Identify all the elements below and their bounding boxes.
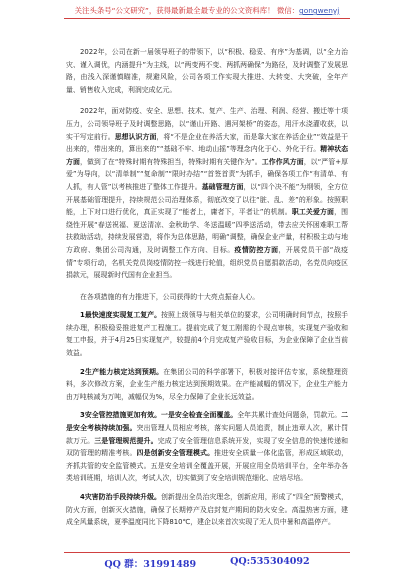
paragraph-text: ，将“不是企业在养活大家，而是靠大家在养活企业”“效益是干出来的，带出来的，算出来的”“基础不牢、地动山摇”等理念内化于心、外化于行。	[66, 132, 349, 154]
paragraph-text: 2022年，面对防疫、安全、思想、技术、复产、生产、治理、利润、经营、搬迁等十项压力，公司领导班子及时调整思路，以“谨山开路、遇河架桥”的姿态，用汗水浇灌收获，以实干写定前行。	[66, 107, 348, 141]
bold-heading: 二是安全考核持续加强。	[66, 411, 349, 433]
bold-heading: 疫情防控方面	[234, 245, 279, 254]
paragraph-text: ，做到了在“特殊时期有特殊担当，特殊时期有关键作为”。	[79, 157, 262, 166]
paragraph	[66, 105, 348, 281]
paragraph-text: 2022年，公司在新一届领导班子的带领下，以“积极、稳妥、有序”为基调，以“全力治灾、谨入调优，内涵提升”为主线，以“两变两不变、两抓两确保”为路径，及时调整了发展思路，由浅入深谨慎瞄准，规避风险，公司各项工作实现大推进、大转变、大突破，全年产量、销售收入完成，利润完成亿元。	[66, 48, 348, 94]
paragraph	[66, 291, 348, 304]
bold-heading: 三是管理规范提升。	[94, 436, 158, 445]
header-text: 关注头条号“公文研究”，获得最新最全最专业的公文资料库！	[74, 6, 275, 15]
paragraph-text: 在集团公司的科学部署下，积极对接评估专家，系统整理资料，多次修改方案，企业生产能力核定达到预期效果。在产能减幅的情况下，企业生产能力由万吨核减为万吨，减幅仅为%，尽全力保障了企业长远效益。	[66, 367, 349, 401]
paragraph-text: 全年共累计查处问题条，罚款元。	[237, 411, 342, 420]
bold-heading: 基础管理方面	[201, 182, 244, 191]
paragraph-text: 完成了安全管理信息系统开发，实现了安全信息的快速传递和双防管理的精准考核。	[66, 436, 349, 458]
paragraph-text: 在各项措施的有力推进下，公司获得的十大亮点振奋人心。	[80, 292, 260, 301]
paragraph-text: 按照上级领导与相关单位的要求，公司明确时间节点，按照手续办理，积极稳妥推进复产工程施工。提前完成了复工刚需的个现点审核，实现复产验收和复工申报，并于4月25日实现复产，较提前4个月完成复产验收目标，为企业保障了企业当前效益。	[66, 311, 349, 358]
bold-heading: 思想认识方面	[114, 132, 157, 141]
paragraph	[66, 309, 348, 359]
paragraph	[66, 46, 348, 96]
bold-heading: 3安全管控措施更加有效。	[80, 411, 162, 420]
bold-heading: 精神状态方面	[66, 145, 348, 166]
document-body	[66, 46, 348, 535]
wechat-link[interactable]: gongwenyj	[299, 6, 340, 15]
page-header	[64, 6, 350, 19]
paragraph-text: ，以“严管+厚爱”为导向，以“清单制”“复命制”“限时办结”“首签首责”为抓手，确保各项工作“有清单、有人抓，有人管”以考核推进了整体工作提升。	[66, 157, 349, 191]
bold-heading: 四是创新安全管理模式。	[136, 449, 215, 458]
paragraph-text: 创新提出全员治灾理念，创新应用，形成了“四全”预警模式，防火方面，创新灭火措施，确保了长期停产及启封复产期间的防火安全。高温热害方面，建成全风量系统，夏季温度同比下降810℃，建企以来首次实现了无人员中暑和高温停产。	[66, 493, 348, 527]
paragraph	[66, 491, 348, 529]
bold-heading: 职工关爱方面	[291, 208, 335, 217]
paragraph-text: 推进安全质量一体化监管，形成区域联动，齐抓共管的安全监管模式。五是安全培训全覆盖开展，开展应用全员培训平台，全年举办各类培训班期，培训人次，考试人次，切实做到了安全培训规范细化、应培尽培。	[66, 449, 349, 483]
bold-heading: 1最快速度实现复工复产。	[80, 311, 162, 320]
bold-heading: 工作作风方面	[261, 157, 304, 166]
paragraph	[66, 409, 348, 485]
paragraph-text: ，围绕性开展“春送祝福、夏送清凉、金秋助学、冬送温暖”四季送活动，带去应关怀困难职工帮扶救助活动，持续发展营造，将作为总体思路，明确“调整，确保企业产量，村积极主动与地方政府、集团公司沟通，及时调整工作方向、目标。	[66, 208, 349, 254]
wechat-label: 微信：	[276, 6, 300, 15]
paragraph-text: ，以“四个决不能”为纲领，全方位开展基础管理提升，持续规范公司治理体系，彻底改变了以往“脏、乱、差”的形象。按照职能，上下对口进行优化，真正实现了“能者上，庸者下，平者让”的机制。	[66, 182, 348, 217]
bold-heading: 2生产能力核定达到预期。	[80, 367, 164, 376]
bold-heading: 4灾害防治手段持续升级。	[80, 493, 161, 501]
bold-heading: 一是安全检查全面覆盖。	[161, 411, 238, 420]
paragraph-text: 突出管理人员相应考核，落实问题人员追责，制止违章人次，累计罚款万元。	[66, 424, 349, 445]
qq-number: QQ:535304092	[230, 556, 310, 567]
page-footer	[64, 552, 350, 570]
paragraph	[66, 366, 348, 404]
qq-group: QQ 群：31991489	[104, 559, 197, 570]
paragraph-text: ，开展党员干部“战疫情”专项行动，名机关党员岗疫情防控一线进行轮值，组织党员自愿捐款活动，名党员向疫区捐款元，展现新时代国有企业担当。	[66, 245, 349, 280]
